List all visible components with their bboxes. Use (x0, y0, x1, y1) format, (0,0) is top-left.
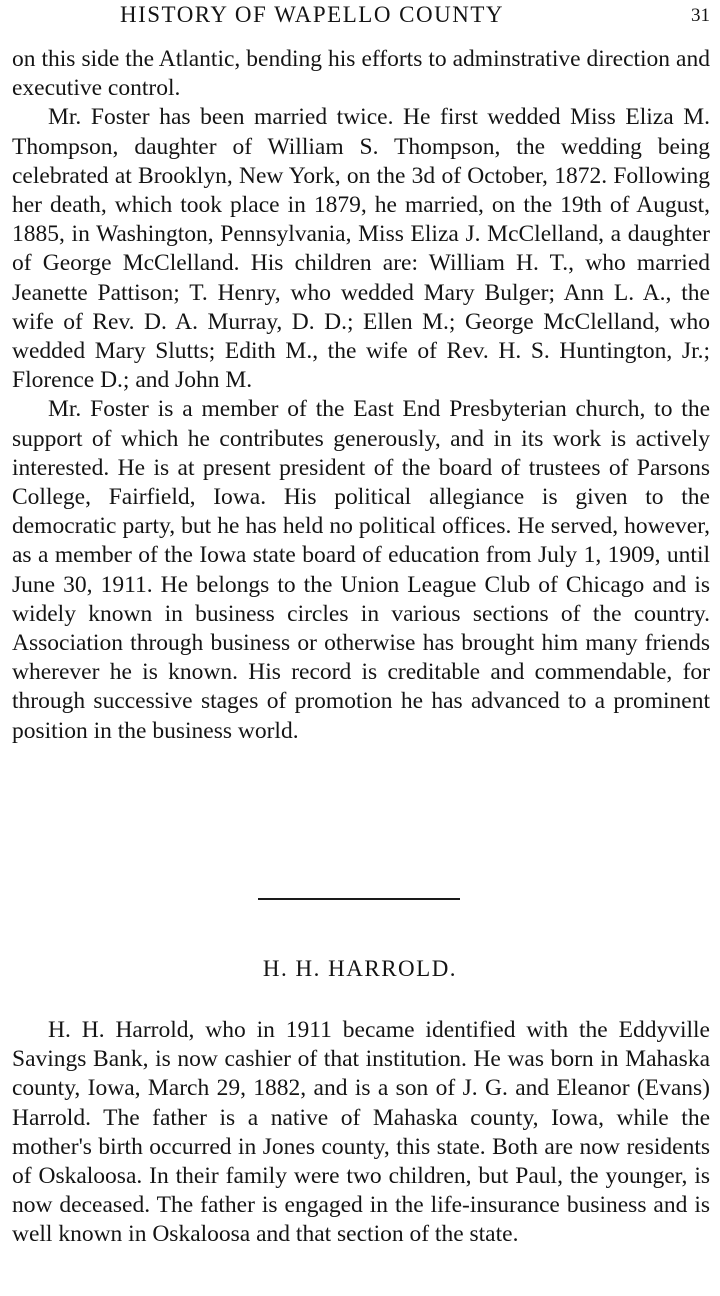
running-head (12, 0, 710, 30)
paragraph: Mr. Foster is a member of the East End Presbyterian church, to the support of which he contributes generously, and in its work is actively interested. He is at present president of the board of trustees of Parsons College, Fairfield, Iowa. His political allegiance is given to the democratic party, but he has held no political offices. He served, however, as a member of the Iowa state board of education from July 1, 1909, until June 30, 1911. He belongs to the Union League Club of Chicago and is widely known in business circles in various sections of the country. Association through business or otherwise has brought him many friends wherever he is known. His record is creditable and commendable, for through successive stages of promotion he has advanced to a prominent position in the business world. (12, 396, 710, 744)
paragraph: H. H. Harrold, who in 1911 became identified with the Eddyville Savings Bank, is now cashier of that institution. He was born in Mahaska county, Iowa, March 29, 1882, and is a son of J. G. and Eleanor (Evans) Harrold. The father is a native of Mahaska county, Iowa, while the mother's birth occurred in Jones county, this state. Both are now residents of Oskaloosa. In their family were two children, but Paul, the younger, is now deceased. The father is engaged in the life-insurance business and is well known in Oskaloosa and that section of the state. (12, 1017, 710, 1248)
foster-biography (12, 45, 710, 746)
running-title: HISTORY OF WAPELLO COUNTY (120, 2, 505, 27)
section-heading: H. H. HARROLD. (262, 956, 458, 981)
harrold-biography (12, 1016, 710, 1250)
paragraph: Mr. Foster has been married twice. He first wedded Miss Eliza M. Thompson, daughter of William S. Thompson, the wedding being celebrated at Brooklyn, New York, on the 3d of October, 1872. Following her death, which took place in 1879, he married, on the 19th of August, 1885, in Washington, Pennsylvania, Miss Eliza J. McClelland, a daughter of George McClelland. His children are: William H. T., who married Jeanette Pattison; T. Henry, who wedded Mary Bulger; Ann L. A., the wife of Rev. D. A. Murray, D. D.; Ellen M.; George McClelland, who wedded Mary Slutts; Edith M., the wife of Rev. H. S. Huntington, Jr.; Florence D.; and John M. (12, 104, 710, 394)
paragraph: on this side the Atlantic, bending his efforts to adminstrative direction and executive control. (12, 46, 710, 102)
page-number: 31 (691, 5, 710, 26)
section-divider (258, 898, 460, 900)
